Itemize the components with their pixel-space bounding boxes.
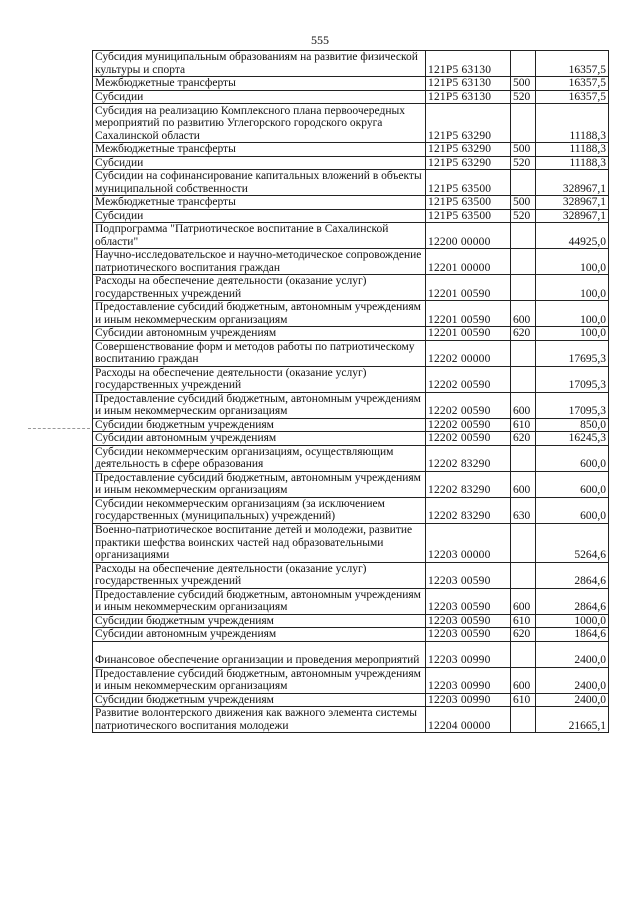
- name-cell: Субсидии бюджетным учреждениям: [93, 614, 426, 628]
- code-cell: 12202 83290: [426, 471, 511, 497]
- name-cell: Расходы на обеспечение деятельности (оказание услуг) государственных учреждений: [93, 275, 426, 301]
- code-cell: 12203 00000: [426, 523, 511, 562]
- amount-cell: 1000,0: [536, 614, 609, 628]
- amount-cell: 5264,6: [536, 523, 609, 562]
- table-row: [93, 667, 609, 693]
- expense-type-cell: 600: [511, 392, 536, 418]
- code-cell: 12203 00590: [426, 614, 511, 628]
- expense-type-cell: [511, 249, 536, 275]
- expense-type-cell: 600: [511, 471, 536, 497]
- table-row: [93, 497, 609, 523]
- code-cell: 12203 00990: [426, 667, 511, 693]
- code-cell: 12204 00000: [426, 707, 511, 733]
- name-cell: Субсидии: [93, 90, 426, 104]
- expense-type-cell: [511, 275, 536, 301]
- name-cell: Субсидии: [93, 156, 426, 170]
- code-cell: 12202 83290: [426, 445, 511, 471]
- expense-type-cell: 500: [511, 77, 536, 91]
- code-cell: 12203 00990: [426, 641, 511, 667]
- amount-cell: 328967,1: [536, 196, 609, 210]
- table-row: [93, 301, 609, 327]
- expense-type-cell: 520: [511, 90, 536, 104]
- name-cell: Субсидии на софинансирование капитальных вложений в объекты муниципальной собственности: [93, 170, 426, 196]
- expense-type-cell: 600: [511, 667, 536, 693]
- expense-type-cell: 620: [511, 432, 536, 446]
- expense-type-cell: [511, 51, 536, 77]
- code-cell: 121P5 63290: [426, 156, 511, 170]
- name-cell: Субсидия муниципальным образованиям на развитие физической культуры и спорта: [93, 51, 426, 77]
- expense-type-cell: 610: [511, 418, 536, 432]
- table-row: [93, 628, 609, 642]
- expense-type-cell: 600: [511, 588, 536, 614]
- table-row: [93, 432, 609, 446]
- amount-cell: 11188,3: [536, 143, 609, 157]
- name-cell: Субсидии автономным учреждениям: [93, 432, 426, 446]
- table-row: [93, 562, 609, 588]
- code-cell: 12202 00590: [426, 418, 511, 432]
- expense-type-cell: [511, 523, 536, 562]
- table-row: [93, 418, 609, 432]
- code-cell: 12201 00000: [426, 249, 511, 275]
- amount-cell: 1864,6: [536, 628, 609, 642]
- table-row: [93, 90, 609, 104]
- expense-type-cell: [511, 340, 536, 366]
- code-cell: 121P5 63290: [426, 104, 511, 143]
- scan-artifact-line: [28, 428, 90, 430]
- expense-type-cell: 610: [511, 693, 536, 707]
- code-cell: 121P5 63500: [426, 170, 511, 196]
- amount-cell: 328967,1: [536, 209, 609, 223]
- amount-cell: 2864,6: [536, 588, 609, 614]
- code-cell: 12202 00590: [426, 392, 511, 418]
- table-row: [93, 209, 609, 223]
- code-cell: 121P5 63500: [426, 196, 511, 210]
- expense-type-cell: [511, 366, 536, 392]
- table-row: [93, 249, 609, 275]
- expense-type-cell: 520: [511, 209, 536, 223]
- expense-type-cell: [511, 562, 536, 588]
- name-cell: Предоставление субсидий бюджетным, автономным учреждениям и иным некоммерческим организациям: [93, 392, 426, 418]
- name-cell: Межбюджетные трансферты: [93, 196, 426, 210]
- code-cell: 12203 00590: [426, 562, 511, 588]
- name-cell: Военно-патриотическое воспитание детей и молодежи, развитие практики шефства воинских частей над образовательными организациями: [93, 523, 426, 562]
- amount-cell: 328967,1: [536, 170, 609, 196]
- code-cell: 12203 00590: [426, 628, 511, 642]
- amount-cell: 2400,0: [536, 641, 609, 667]
- table-row: [93, 614, 609, 628]
- expense-type-cell: 500: [511, 143, 536, 157]
- table-row: [93, 445, 609, 471]
- name-cell: Предоставление субсидий бюджетным, автономным учреждениям и иным некоммерческим организациям: [93, 471, 426, 497]
- name-cell: Субсидии бюджетным учреждениям: [93, 693, 426, 707]
- table-row: [93, 223, 609, 249]
- table-row: [93, 104, 609, 143]
- amount-cell: 600,0: [536, 497, 609, 523]
- code-cell: 12200 00000: [426, 223, 511, 249]
- amount-cell: 16245,3: [536, 432, 609, 446]
- name-cell: Межбюджетные трансферты: [93, 77, 426, 91]
- expense-type-cell: 620: [511, 327, 536, 341]
- name-cell: Предоставление субсидий бюджетным, автономным учреждениям и иным некоммерческим организациям: [93, 667, 426, 693]
- budget-table-body: [93, 51, 609, 733]
- amount-cell: 850,0: [536, 418, 609, 432]
- name-cell: Развитие волонтерского движения как важного элемента системы патриотического воспитания молодежи: [93, 707, 426, 733]
- name-cell: Предоставление субсидий бюджетным, автономным учреждениям и иным некоммерческим организациям: [93, 588, 426, 614]
- code-cell: 12202 00000: [426, 340, 511, 366]
- expense-type-cell: [511, 445, 536, 471]
- table-row: [93, 275, 609, 301]
- amount-cell: 17695,3: [536, 340, 609, 366]
- name-cell: Субсидии некоммерческим организациям, осуществляющим деятельность в сфере образования: [93, 445, 426, 471]
- table-row: [93, 170, 609, 196]
- table-row: [93, 588, 609, 614]
- name-cell: Межбюджетные трансферты: [93, 143, 426, 157]
- amount-cell: 100,0: [536, 301, 609, 327]
- table-row: [93, 392, 609, 418]
- expense-type-cell: 630: [511, 497, 536, 523]
- expense-type-cell: 620: [511, 628, 536, 642]
- amount-cell: 11188,3: [536, 104, 609, 143]
- amount-cell: 11188,3: [536, 156, 609, 170]
- name-cell: Научно-исследовательское и научно-методическое сопровождение патриотического воспитания граждан: [93, 249, 426, 275]
- table-row: [93, 523, 609, 562]
- name-cell: Финансовое обеспечение организации и проведения мероприятий: [93, 641, 426, 667]
- budget-table: [92, 50, 609, 733]
- name-cell: Субсидия на реализацию Комплексного плана первоочередных мероприятий по развитию Углегорского городского округа Сахалинской области: [93, 104, 426, 143]
- table-row: [93, 143, 609, 157]
- expense-type-cell: 600: [511, 301, 536, 327]
- name-cell: Совершенствование форм и методов работы по патриотическому воспитанию граждан: [93, 340, 426, 366]
- code-cell: 12201 00590: [426, 327, 511, 341]
- amount-cell: 17095,3: [536, 392, 609, 418]
- table-row: [93, 641, 609, 667]
- code-cell: 121P5 63290: [426, 143, 511, 157]
- table-row: [93, 77, 609, 91]
- amount-cell: 100,0: [536, 249, 609, 275]
- code-cell: 12202 00590: [426, 366, 511, 392]
- table-row: [93, 156, 609, 170]
- amount-cell: 2864,6: [536, 562, 609, 588]
- name-cell: Расходы на обеспечение деятельности (оказание услуг) государственных учреждений: [93, 366, 426, 392]
- table-row: [93, 707, 609, 733]
- code-cell: 12203 00590: [426, 588, 511, 614]
- amount-cell: 100,0: [536, 327, 609, 341]
- amount-cell: 16357,5: [536, 77, 609, 91]
- name-cell: Субсидии автономным учреждениям: [93, 628, 426, 642]
- amount-cell: 17095,3: [536, 366, 609, 392]
- code-cell: 12203 00990: [426, 693, 511, 707]
- name-cell: Расходы на обеспечение деятельности (оказание услуг) государственных учреждений: [93, 562, 426, 588]
- table-row: [93, 471, 609, 497]
- amount-cell: 21665,1: [536, 707, 609, 733]
- code-cell: 12202 00590: [426, 432, 511, 446]
- name-cell: Субсидии автономным учреждениям: [93, 327, 426, 341]
- expense-type-cell: [511, 223, 536, 249]
- name-cell: Предоставление субсидий бюджетным, автономным учреждениям и иным некоммерческим организациям: [93, 301, 426, 327]
- expense-type-cell: [511, 170, 536, 196]
- name-cell: Субсидии: [93, 209, 426, 223]
- expense-type-cell: 520: [511, 156, 536, 170]
- amount-cell: 600,0: [536, 471, 609, 497]
- amount-cell: 16357,5: [536, 90, 609, 104]
- name-cell: Субсидии бюджетным учреждениям: [93, 418, 426, 432]
- name-cell: Подпрограмма "Патриотическое воспитание в Сахалинской области": [93, 223, 426, 249]
- code-cell: 121P5 63130: [426, 90, 511, 104]
- code-cell: 12201 00590: [426, 301, 511, 327]
- expense-type-cell: [511, 641, 536, 667]
- amount-cell: 600,0: [536, 445, 609, 471]
- expense-type-cell: [511, 707, 536, 733]
- code-cell: 121P5 63130: [426, 77, 511, 91]
- table-row: [93, 51, 609, 77]
- table-row: [93, 196, 609, 210]
- code-cell: 12201 00590: [426, 275, 511, 301]
- expense-type-cell: 500: [511, 196, 536, 210]
- table-row: [93, 340, 609, 366]
- expense-type-cell: 610: [511, 614, 536, 628]
- code-cell: 121P5 63500: [426, 209, 511, 223]
- amount-cell: 2400,0: [536, 667, 609, 693]
- amount-cell: 44925,0: [536, 223, 609, 249]
- table-row: [93, 693, 609, 707]
- amount-cell: 100,0: [536, 275, 609, 301]
- name-cell: Субсидии некоммерческим организациям (за исключением государственных (муниципальных) учреждений): [93, 497, 426, 523]
- page-number: 555: [311, 33, 329, 47]
- table-row: [93, 366, 609, 392]
- code-cell: 121P5 63130: [426, 51, 511, 77]
- table-row: [93, 327, 609, 341]
- amount-cell: 16357,5: [536, 51, 609, 77]
- code-cell: 12202 83290: [426, 497, 511, 523]
- amount-cell: 2400,0: [536, 693, 609, 707]
- expense-type-cell: [511, 104, 536, 143]
